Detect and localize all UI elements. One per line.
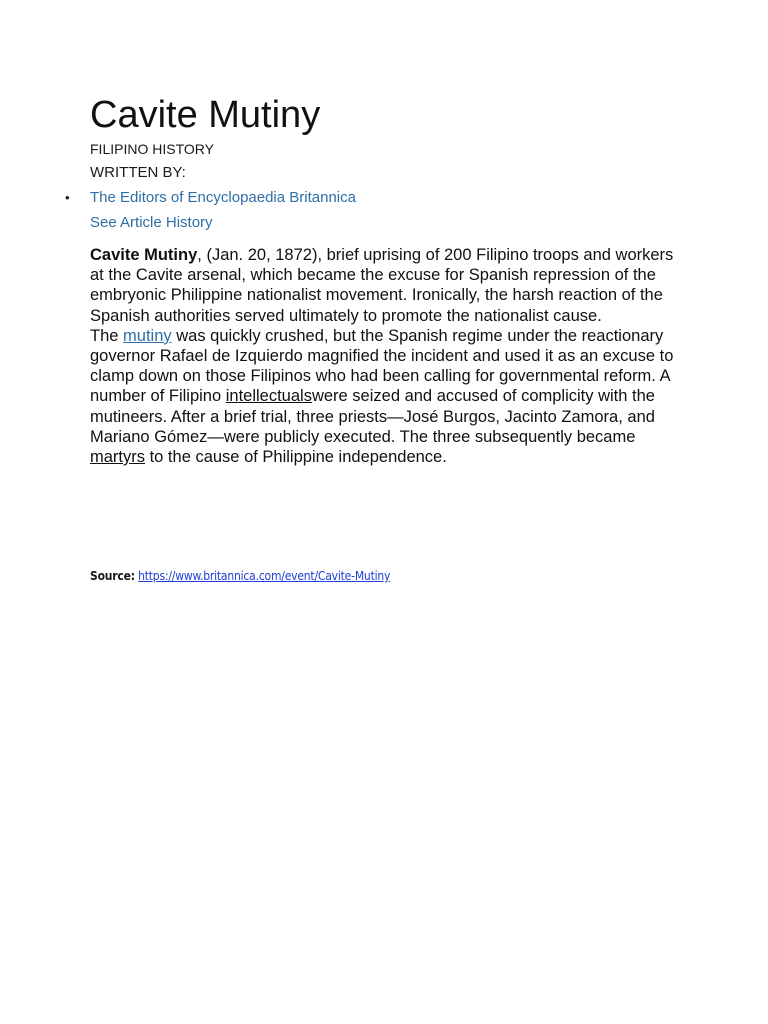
- source-label: Source:: [90, 569, 135, 583]
- article-body: [90, 245, 690, 467]
- paragraph-text-b: were seized and accused of complicity with the mutineers. After a brief trial, three priests—José Burgos, Jacinto Zamora, and Mariano Gómez—were publicly executed. The three subsequently became: [90, 387, 655, 446]
- paragraph-intro: [90, 245, 690, 326]
- article-history-link[interactable]: See Article History: [90, 214, 213, 231]
- paragraph-lead-text: The: [90, 326, 124, 345]
- author-list-item[interactable]: [65, 186, 690, 210]
- mutiny-link[interactable]: mutiny: [123, 326, 172, 345]
- article: [65, 92, 690, 467]
- author-list: [65, 186, 690, 210]
- paragraph-aftermath: [90, 326, 690, 467]
- paragraph-text-a: was quickly crushed, but the Spanish regime under the reactionary governor Rafael de Izquierdo magnified the incident and used it as an excuse to clamp down on those Filipinos who had been calling for governmental reform. A number of Filipino: [90, 326, 674, 406]
- intellectuals-link[interactable]: intellectuals: [225, 387, 312, 406]
- author-link[interactable]: The Editors of Encyclopaedia Britannica: [90, 189, 356, 206]
- page-title: Cavite Mutiny: [90, 94, 321, 136]
- bullet-icon: •: [65, 190, 70, 205]
- bold-term-cavite-mutiny: Cavite Mutiny: [90, 246, 198, 264]
- paragraph-text-c: to the cause of Philippine independence.: [145, 448, 447, 467]
- written-by-label: WRITTEN BY:: [90, 164, 186, 181]
- martyrs-link[interactable]: martyrs: [90, 448, 145, 467]
- article-category: FILIPINO HISTORY: [90, 141, 214, 157]
- source-citation: [90, 568, 390, 584]
- paragraph-intro-text: , (Jan. 20, 1872), brief uprising of 200 Filipino troops and workers at the Cavite arsenal, which became the excuse for Spanish repression of the embryonic Philippine nationalist movement. Ironically, the harsh reaction of the Spanish authorities served ultimately to promote the nationalist cause.: [90, 246, 674, 325]
- source-url-link[interactable]: https://www.britannica.com/event/Cavite-Mutiny: [138, 569, 391, 583]
